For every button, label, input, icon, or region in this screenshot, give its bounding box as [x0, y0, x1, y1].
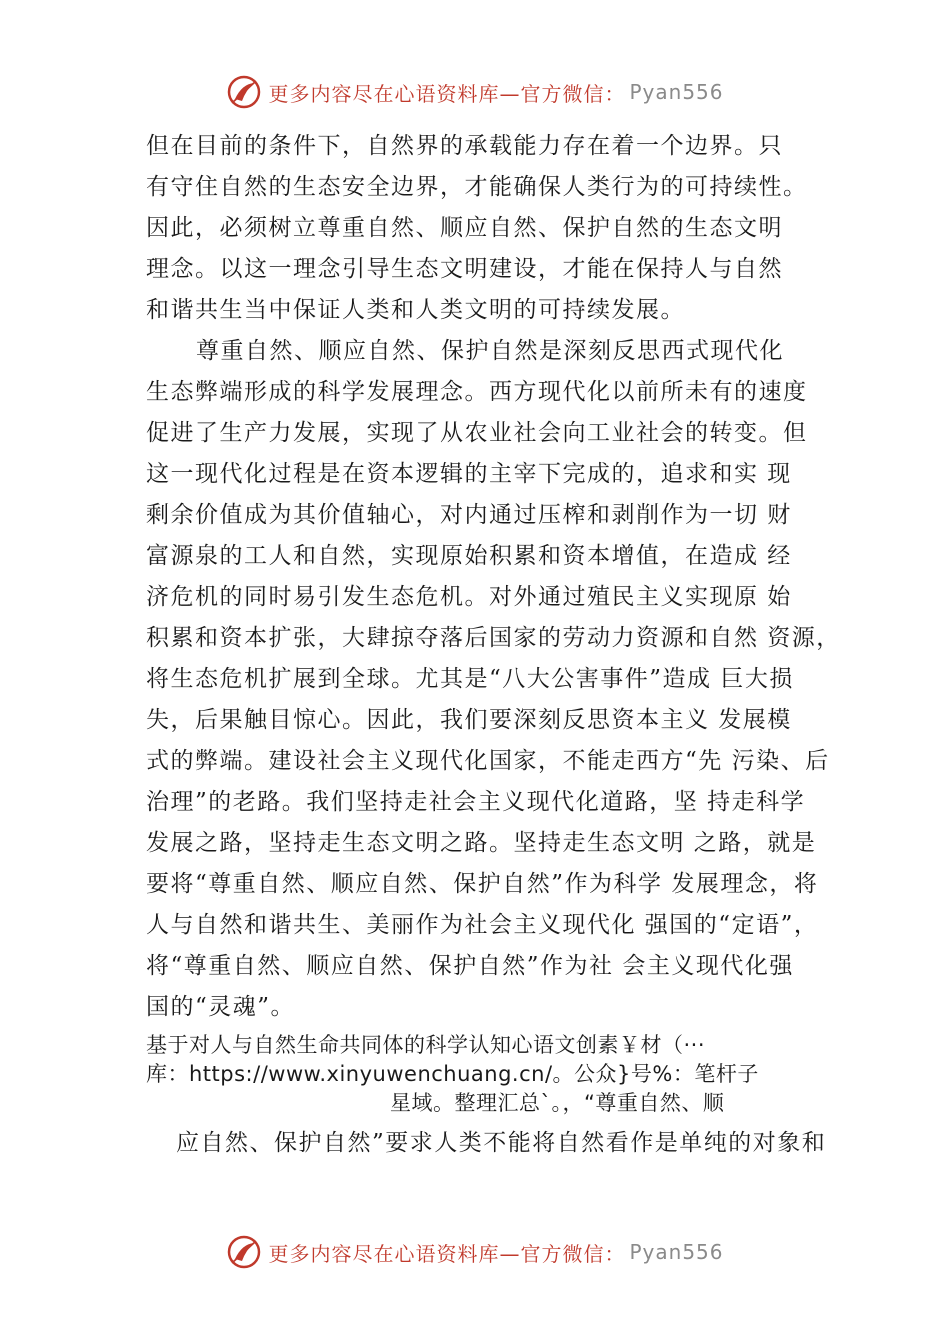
text-line: 失，后果触目惊心。因此，我们要深刻反思资本主义 发展模: [146, 707, 792, 733]
logo-icon: [226, 74, 262, 110]
text-line: 富源泉的工人和自然，实现原始积累和资本增值，在造成 经: [146, 543, 792, 569]
text-line: 发展之路，坚持走生态文明之路。坚持走生态文明 之路，就是: [146, 830, 817, 856]
logo-icon: [226, 1234, 262, 1270]
text-line: 应自然、保护自然”要求人类不能将自然看作是单纯的对象和: [176, 1130, 827, 1156]
text-line: 促进了生产力发展，实现了从农业社会向工业社会的转变。但: [146, 420, 808, 446]
text-line: 尊重自然、顺应自然、保护自然是深刻反思西式现代化: [196, 338, 784, 364]
text-line: 国的“灵魂”。: [146, 994, 296, 1020]
text-line: 积累和资本扩张，大肆掠夺落后国家的劳动力资源和自然 资源，: [146, 625, 841, 651]
text-line: 但在目前的条件下，自然界的承载能力存在着一个边界。只: [146, 133, 783, 159]
text-line: 要将“尊重自然、顺应自然、保护自然”作为科学 发展理念，将: [146, 871, 819, 897]
banner-wechat-id: Pyan556: [629, 1240, 724, 1264]
text-line-watermark: 基于对人与自然生命共同体的科学认知心语文创素￥材（···: [146, 1033, 706, 1057]
text-line: 这一现代化过程是在资本逻辑的主宰下完成的，追求和实 现: [146, 461, 792, 487]
text-line-watermark: 库：https://www.xinyuwenchuang.cn/。公众}号%：笔杆子: [146, 1062, 759, 1086]
text-line: 理念。以这一理念引导生态文明建设，才能在保持人与自然: [146, 256, 783, 282]
text-line-watermark: 星域。整理汇总`。，“尊重自然、顺: [390, 1091, 725, 1115]
text-line: 有守住自然的生态安全边界，才能确保人类行为的可持续性。: [146, 174, 808, 200]
text-line: 将“尊重自然、顺应自然、保护自然”作为社 会主义现代化强: [146, 953, 794, 979]
text-line: 式的弊端。建设社会主义现代化国家，不能走西方“先 污染、后: [146, 748, 830, 774]
footer-banner: [0, 1232, 950, 1272]
text-line: 因此，必须树立尊重自然、顺应自然、保护自然的生态文明: [146, 215, 783, 241]
text-line: 济危机的同时易引发生态危机。对外通过殖民主义实现原 始: [146, 584, 792, 610]
text-line: 剩余价值成为其价值轴心，对内通过压榨和剥削作为一切 财: [146, 502, 792, 528]
text-line: 治理”的老路。我们坚持走社会主义现代化道路，坚 持走科学: [146, 789, 806, 815]
banner-text: 更多内容尽在心语资料库—官方微信：: [268, 81, 626, 106]
text-line: 将生态危机扩展到全球。尤其是“八大公害事件”造成 巨大损: [146, 666, 794, 692]
banner-wechat-id: Pyan556: [629, 80, 724, 104]
banner-text: 更多内容尽在心语资料库—官方微信：: [268, 1241, 626, 1266]
text-line: 人与自然和谐共生、美丽作为社会主义现代化 强国的“定语”，: [146, 912, 819, 938]
text-line: 生态弊端形成的科学发展理念。西方现代化以前所未有的速度: [146, 379, 808, 405]
text-line: 和谐共生当中保证人类和人类文明的可持续发展。: [146, 297, 685, 323]
header-banner: [0, 72, 950, 112]
